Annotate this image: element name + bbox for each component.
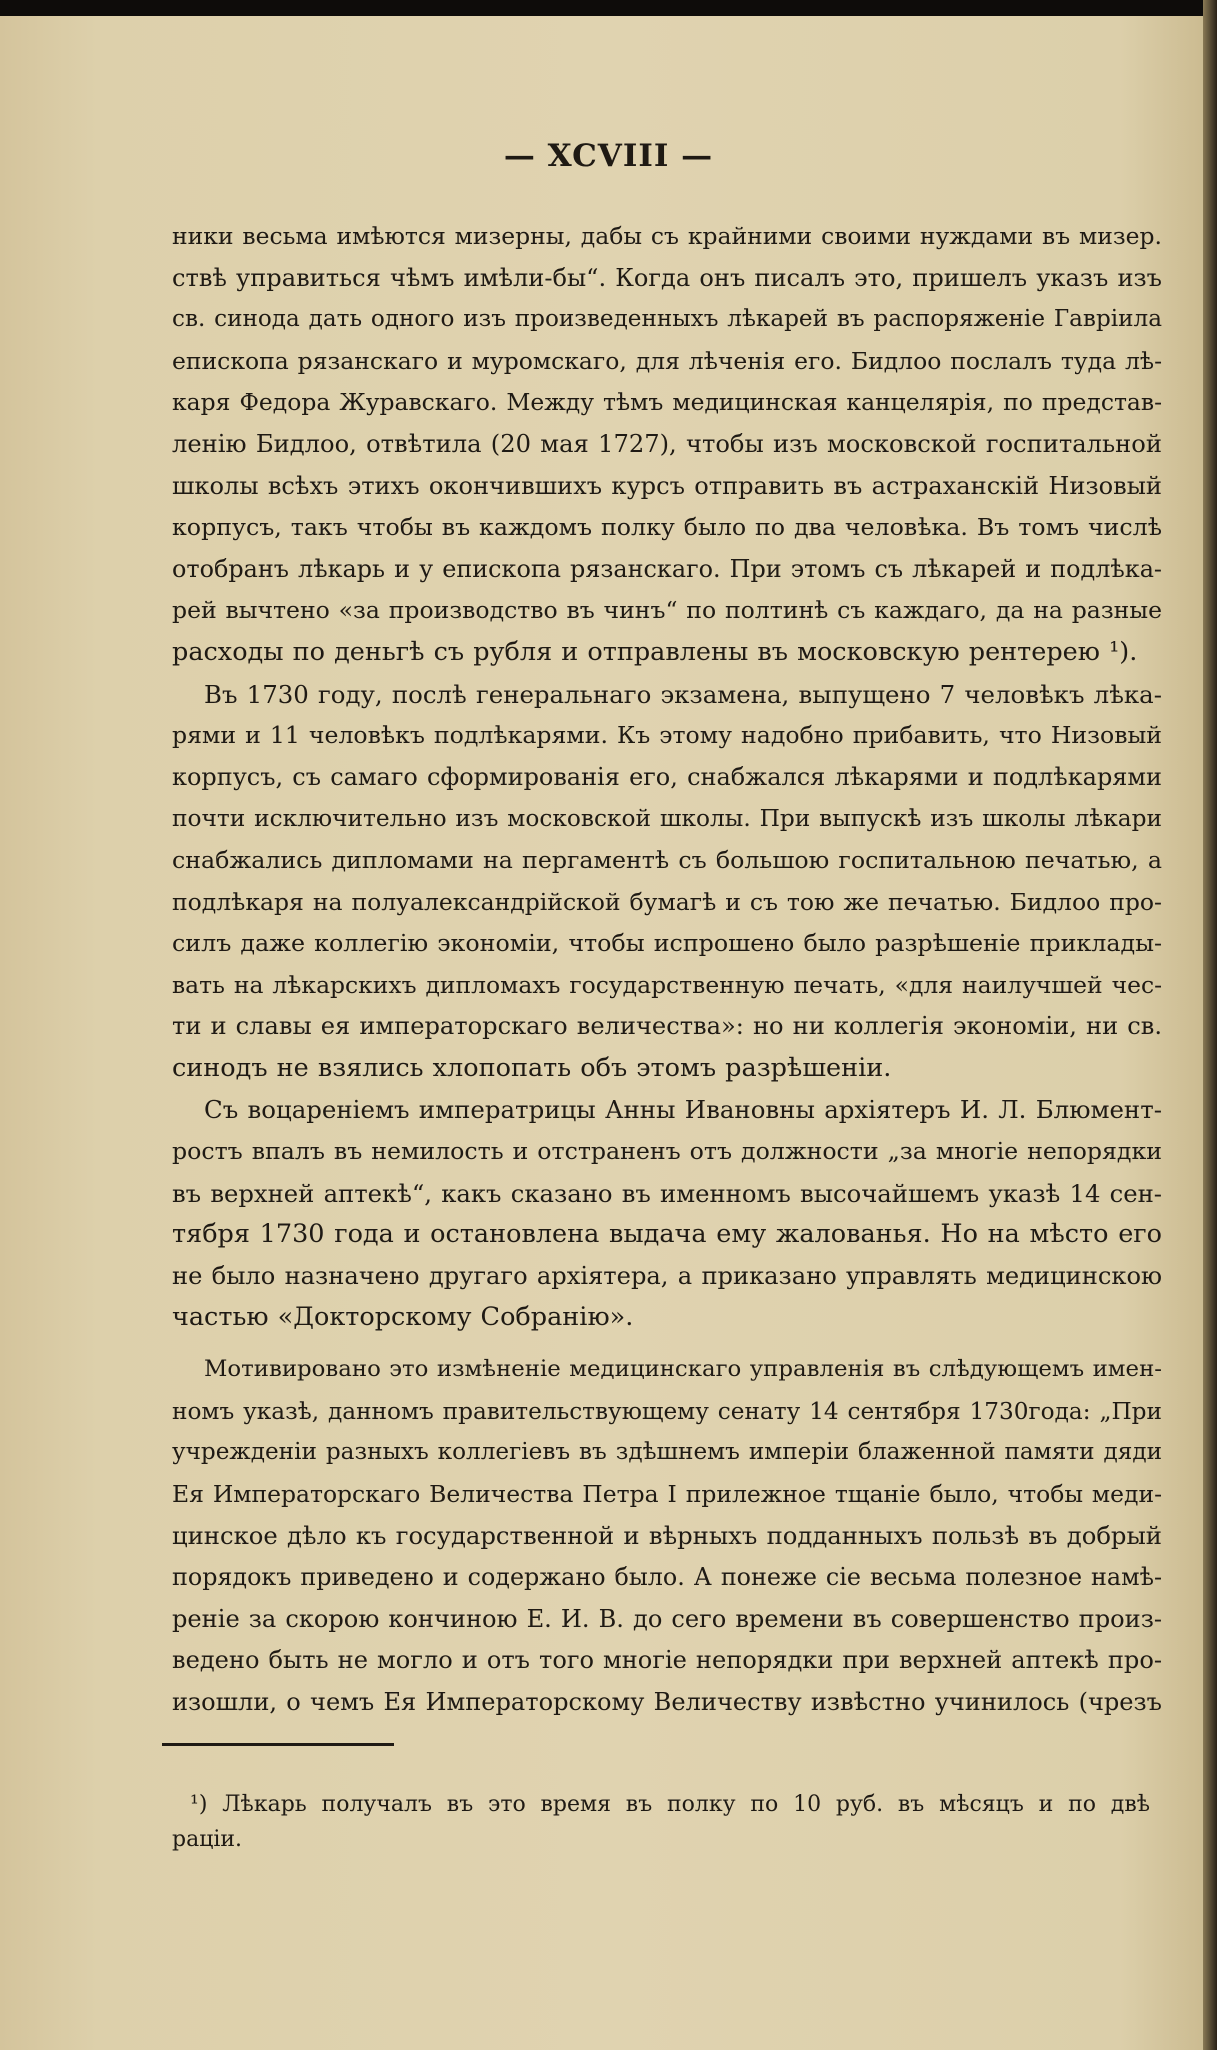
text-line: корпусъ, съ самаго сформированія его, снабжался лѣкарями и подлѣкарями xyxy=(172,762,1162,791)
text-line: подлѣкаря на полуалександрійской бумагѣ и съ тою же печатью. Бидлоо про- xyxy=(172,887,1162,916)
text-line: номъ указѣ, данномъ правительствующему сенату 14 сентября 1730года: „При xyxy=(172,1397,1162,1425)
text-line: снабжались дипломами на пергаментѣ съ большою госпитальною печатью, а xyxy=(172,845,1162,874)
text-line: почти исключительно изъ московской школы. При выпускѣ изъ школы лѣкари xyxy=(172,805,1162,833)
footnote-line: раціи. xyxy=(172,1827,243,1852)
text-line: тября 1730 года и остановлена выдача ему жалованья. Но на мѣсто его xyxy=(172,1219,1162,1250)
text-line: силъ даже коллегію экономіи, чтобы испрошено было разрѣшеніе приклады- xyxy=(172,929,1162,958)
text-line: учрежденіи разныхъ коллегіевъ въ здѣшнемъ имперіи блаженной памяти дяди xyxy=(172,1439,1162,1466)
text-line: отобранъ лѣкарь и у епископа рязанскаго. При этомъ съ лѣкарей и подлѣка- xyxy=(172,554,1162,583)
text-line: ти и славы ея императорскаго величества»: но ни коллегія экономіи, ни св. xyxy=(172,1012,1162,1041)
text-line: Въ 1730 году, послѣ генеральнаго экзамена, выпущено 7 человѣкъ лѣка- xyxy=(204,679,1162,709)
page-number: — XCVIII — xyxy=(503,138,714,174)
text-line: изошли, о чемъ Ея Императорскому Величеству извѣстно учинилось (чрезъ xyxy=(172,1687,1162,1716)
text-line: школы всѣхъ этихъ окончившихъ курсъ отправить въ астраханскій Низовый xyxy=(172,471,1162,500)
text-line: синодъ не взялись хлопопать объ этомъ разрѣшеніи. xyxy=(172,1052,892,1083)
text-line: порядокъ приведено и содержано было. А понеже сіе весьма полезное намѣ- xyxy=(172,1563,1162,1591)
scan-top-border xyxy=(0,0,1217,16)
text-line: въ верхней аптекѣ“, какъ сказано въ именномъ высочайшемъ указѣ 14 сен- xyxy=(172,1178,1162,1208)
text-line: ведено быть не могло и отъ того многіе непорядки при верхней аптекѣ про- xyxy=(172,1646,1162,1675)
text-line: ростъ впалъ въ немилость и отстраненъ отъ должности „за многіе непорядки xyxy=(172,1137,1162,1166)
text-line: не было назначено другаго архіятера, а приказано управлять медицинскою xyxy=(172,1261,1162,1290)
text-line: Ея Императорскаго Величества Петра I прилежное тщаніе было, чтобы меди- xyxy=(172,1479,1162,1508)
text-line: ники весьма имѣются мизерны, дабы съ крайними своими нуждами въ мизер. xyxy=(172,222,1162,250)
text-line: ствѣ управиться чѣмъ имѣли-бы“. Когда онъ писалъ это, пришелъ указъ изъ xyxy=(172,263,1162,292)
text-line: каря Федора Журавскаго. Между тѣмъ медицинская канцелярія, по представ- xyxy=(172,388,1162,417)
text-line: Съ воцареніемъ императрицы Анны Ивановны архіятеръ И. Л. Блюмент- xyxy=(204,1095,1162,1125)
text-line: рей вычтено «за производство въ чинъ“ по полтинѣ съ каждаго, да на разные xyxy=(172,596,1162,625)
main-text xyxy=(172,216,1162,1723)
scan-right-border xyxy=(1203,0,1217,2050)
text-line: епископа рязанскаго и муромскаго, для лѣченія его. Бидлоо послалъ туда лѣ- xyxy=(172,346,1162,375)
text-line: рями и 11 человѣкъ подлѣкарями. Къ этому надобно прибавить, что Низовый xyxy=(172,721,1162,750)
footnote-line: ¹) Лѣкарь получалъ въ это время въ полку по 10 руб. въ мѣсяцъ и по двѣ xyxy=(190,1792,1150,1817)
text-line: ленію Бидлоо, отвѣтила (20 мая 1727), чтобы изъ московской госпитальной xyxy=(172,429,1162,458)
footnote-divider xyxy=(162,1743,394,1746)
text-line: св. синода дать одного изъ произведенныхъ лѣкарей въ распоряженіе Гавріила xyxy=(172,306,1162,333)
text-line: цинское дѣло къ государственной и вѣрныхъ подданныхъ пользѣ въ добрый xyxy=(172,1521,1162,1551)
text-line: расходы по деньгѣ съ рубля и отправлены въ московскую рентерею ¹). xyxy=(172,636,1138,667)
text-line: Мотивировано это измѣненіе медицинскаго управленія въ слѣдующемъ имен- xyxy=(204,1356,1162,1383)
text-line: корпусъ, такъ чтобы въ каждомъ полку было по два человѣка. Въ томъ числѣ xyxy=(172,513,1162,542)
text-line: вать на лѣкарскихъ дипломахъ государственную печать, «для наилучшей чес- xyxy=(172,970,1162,999)
footnote xyxy=(172,1787,1150,1857)
text-line: частью «Докторскому Собранію». xyxy=(172,1302,634,1333)
text-line: реніе за скорою кончиною Е. И. В. до сего времени въ совершенство произ- xyxy=(172,1604,1162,1633)
